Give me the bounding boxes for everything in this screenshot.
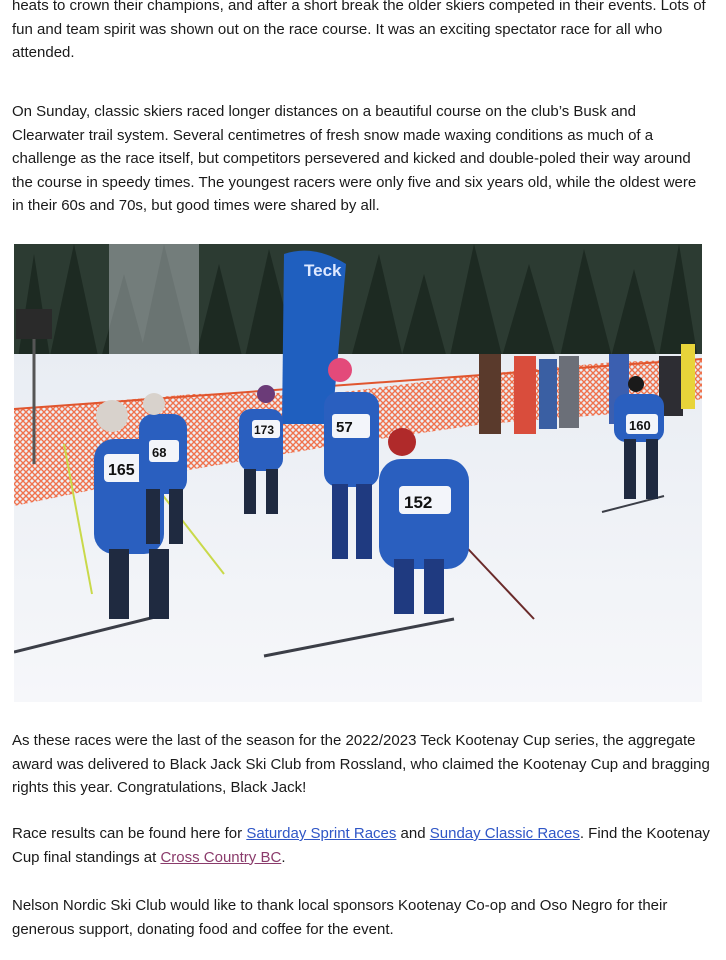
ski-race-photo [14,244,702,702]
bib-57: 57 [336,419,353,436]
article-paragraph-3: As these races were the last of the season for the 2022/2023 Teck Kootenay Cup series, the aggregate award was delivered to Black Jack Ski Club from Rossland, who claimed the Kootenay Cup and bragging rights this year. Congratulations, Black Jack! [12,732,710,796]
article-paragraph-4 [12,822,712,869]
bib-160: 160 [629,418,651,433]
and-text: and [396,825,430,842]
article-paragraph-5: Nelson Nordic Ski Club would like to thank local sponsors Kootenay Co-op and Oso Negro for their generous support, donating food and coffee for the event. [12,897,668,938]
sunday-classic-results-link[interactable]: Sunday Classic Races [429,825,580,842]
saturday-sprint-results-link[interactable]: Saturday Sprint Races [246,825,397,842]
banner-text: Teck [304,261,342,280]
timer-display [16,309,52,339]
article-paragraph-1: heats to crown their champions, and after a short break the older skiers competed in their events. Lots of fun and team spirit was shown out on the race course. It was an exciting spectator race for all who attended. [12,0,706,61]
cross-country-bc-link[interactable]: Cross Country BC [160,848,282,866]
bib-152: 152 [404,493,433,512]
article-paragraph-2: On Sunday, classic skiers raced longer distances on a beautiful course on the club’s Busk and Clearwater trail system. Several centimetres of fresh snow made waxing conditions as much of a challenge as the race itself, but competitors persevered and kicked and double-poled their way around the course in speedy times. The youngest racers were only five and six years old, while the oldest were in their 60s and 70s, but good times were shared by all. [12,103,697,214]
bib-173: 173 [254,423,275,437]
standings-intro-text: . Find the Kootenay Cup final standings at [12,825,710,866]
bib-68: 68 [152,445,167,460]
period-text: . [281,848,286,866]
bib-165: 165 [108,462,135,479]
results-intro-text: Race results can be found here for [12,825,247,842]
